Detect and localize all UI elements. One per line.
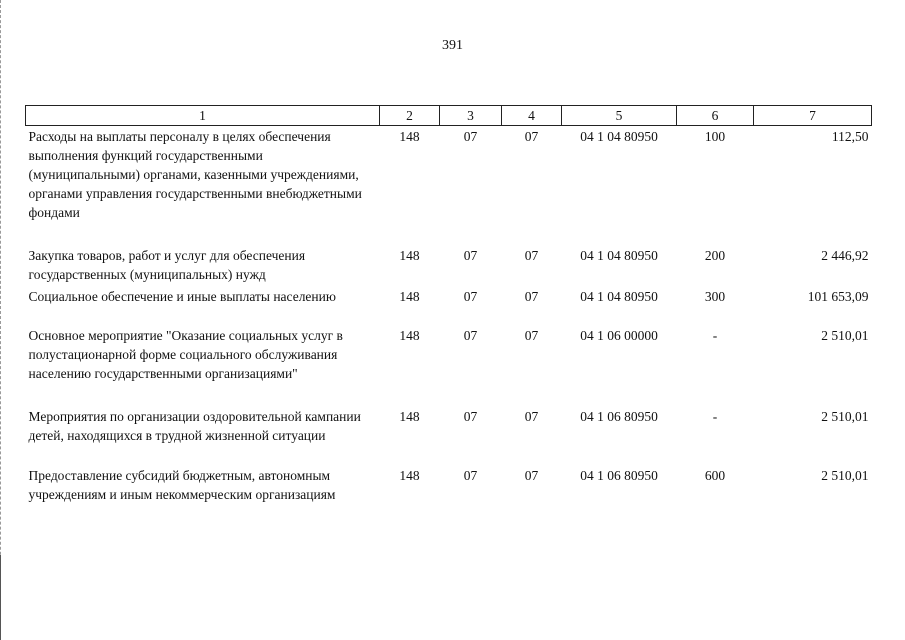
row-code-2: 148: [399, 248, 420, 263]
row-code-5: 04 1 04 80950: [580, 289, 658, 304]
scan-edge-mark: [0, 555, 3, 640]
table-row: [26, 126, 872, 246]
row-code-6: 300: [704, 289, 726, 304]
row-code-2: 148: [399, 409, 420, 424]
row-amount: 112,50: [831, 129, 869, 144]
row-code-6: -: [712, 409, 718, 424]
row-code-4: 07: [524, 468, 539, 483]
row-code-3: 07: [463, 289, 478, 304]
row-code-3: 07: [463, 468, 478, 483]
table-row: [26, 465, 872, 506]
row-code-3: 07: [463, 129, 478, 144]
row-code-3: 07: [463, 409, 478, 424]
scan-edge-line: [0, 0, 3, 640]
row-code-5: 04 1 06 80950: [580, 409, 658, 424]
row-amount: 2 510,01: [821, 468, 869, 483]
header-col-3: 3: [440, 106, 502, 126]
row-amount: 2 510,01: [821, 409, 869, 424]
row-code-6: -: [712, 328, 718, 343]
row-code-4: 07: [524, 289, 539, 304]
row-code-6: 600: [704, 468, 726, 483]
header-col-1: 1: [26, 106, 380, 126]
row-amount: 101 653,09: [807, 289, 869, 304]
row-code-4: 07: [524, 328, 539, 343]
row-code-4: 07: [524, 248, 539, 263]
row-code-3: 07: [463, 248, 478, 263]
row-code-2: 148: [399, 129, 420, 144]
header-col-5: 5: [562, 106, 677, 126]
header-col-7: 7: [754, 106, 872, 126]
row-amount: 2 446,92: [821, 248, 869, 263]
row-name: Закупка товаров, работ и услуг для обеспечения государственных (муниципальных) нужд: [28, 248, 306, 282]
header-col-2: 2: [380, 106, 440, 126]
header-col-4: 4: [502, 106, 562, 126]
row-code-5: 04 1 06 00000: [580, 328, 658, 343]
row-code-5: 04 1 04 80950: [580, 248, 658, 263]
row-code-3: 07: [463, 328, 478, 343]
row-code-2: 148: [399, 289, 420, 304]
row-name: Основное мероприятие "Оказание социальных услуг в полустационарной форме социального обслуживания населению государственными организациями": [28, 328, 343, 381]
header-col-6: 6: [677, 106, 754, 126]
row-amount: 2 510,01: [821, 328, 869, 343]
row-code-5: 04 1 04 80950: [580, 129, 658, 144]
row-code-4: 07: [524, 409, 539, 424]
row-code-6: 200: [704, 248, 726, 263]
row-name: Предоставление субсидий бюджетным, автономным учреждениям и иным некоммерческим организациям: [28, 468, 336, 502]
row-code-5: 04 1 06 80950: [580, 468, 658, 483]
table-header-row: [26, 106, 872, 126]
row-name: Расходы на выплаты персоналу в целях обеспечения выполнения функций государственными (муниципальными) органами, казенными учреждениями, органами управления государственными внебюджетными фондами: [28, 129, 362, 220]
page-number: 391: [442, 38, 463, 53]
row-code-4: 07: [524, 129, 539, 144]
table-row: [26, 286, 872, 325]
row-name: Социальное обеспечение и иные выплаты населению: [28, 289, 336, 304]
row-name: Мероприятия по организации оздоровительной кампании детей, находящихся в трудной жизненной ситуации: [28, 409, 361, 443]
row-code-2: 148: [399, 328, 420, 343]
row-code-6: 100: [704, 129, 726, 144]
row-code-2: 148: [399, 468, 420, 483]
table-row: [26, 325, 872, 406]
table-row: [26, 245, 872, 286]
table-row: [26, 406, 872, 465]
budget-table: [25, 105, 872, 506]
